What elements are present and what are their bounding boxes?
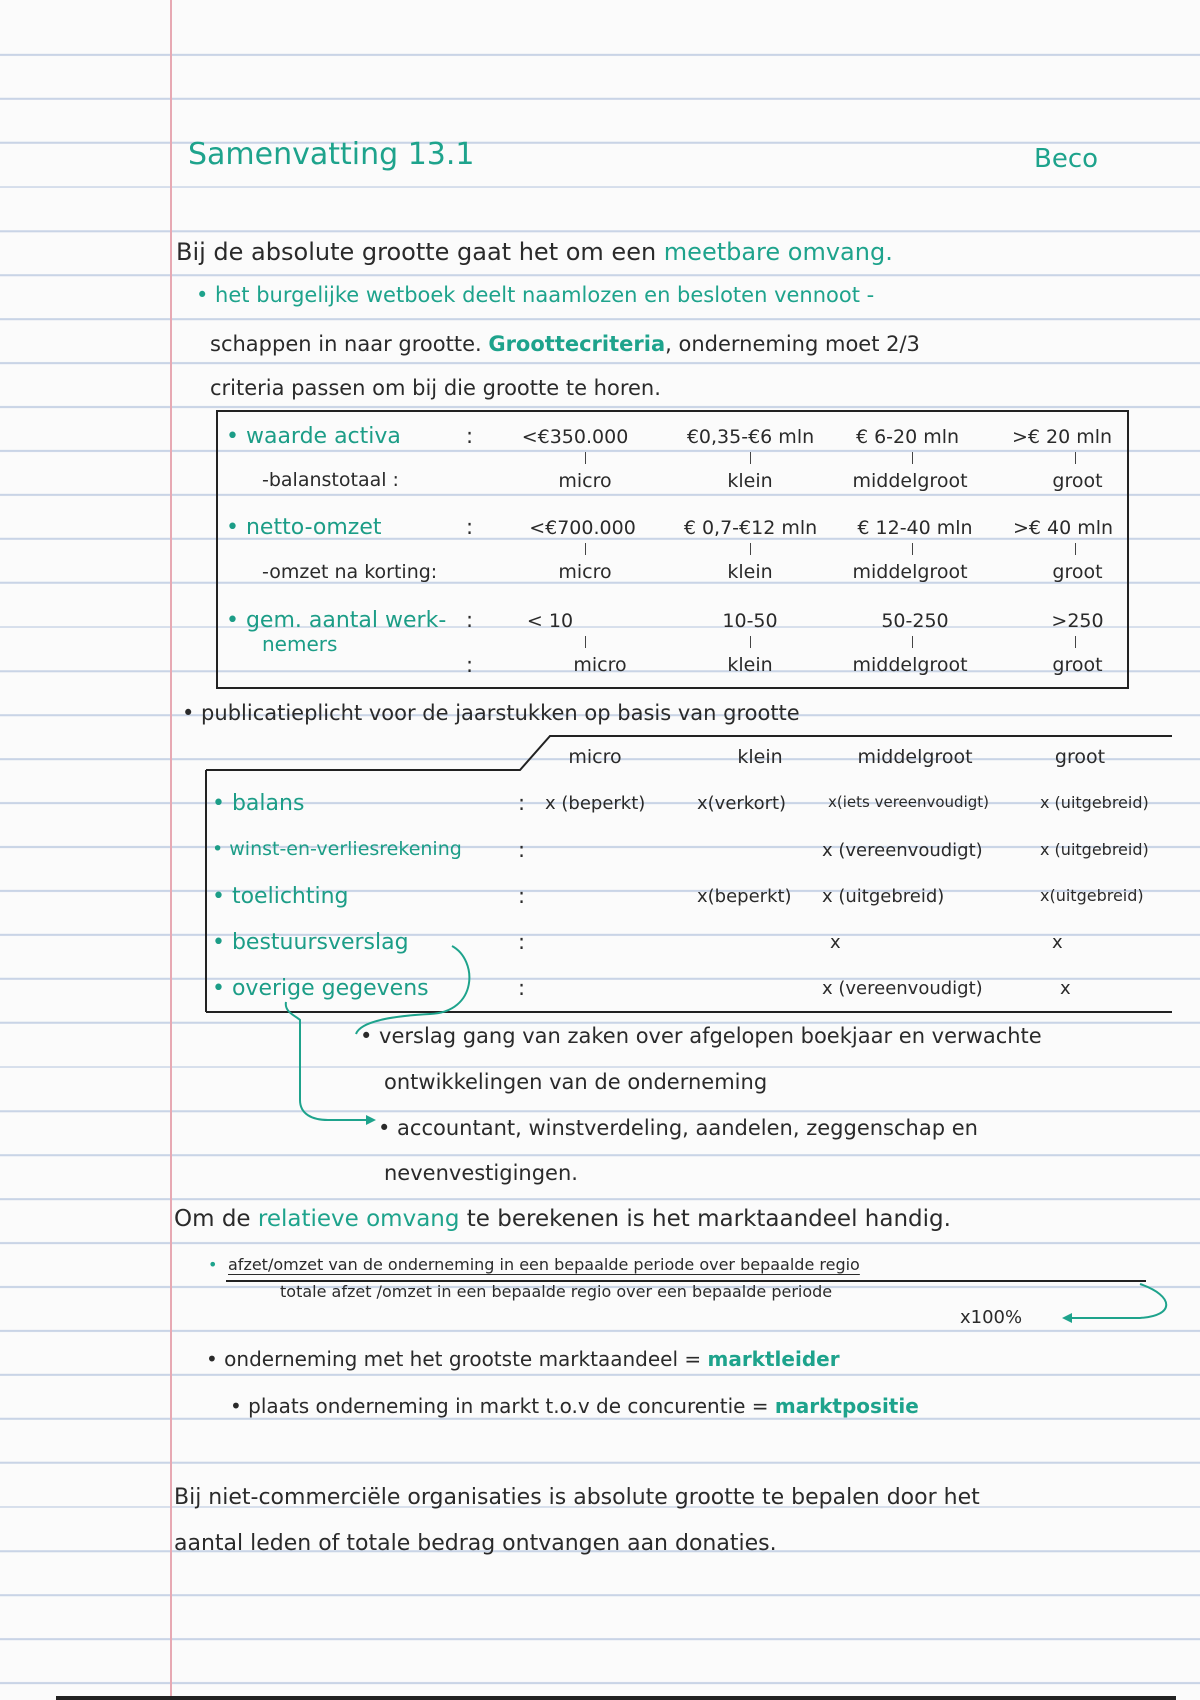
criteria-sub-omzet: -omzet na korting: bbox=[262, 561, 438, 583]
arrowhead bbox=[1062, 1313, 1072, 1323]
class-cell: middelgroot bbox=[852, 654, 968, 676]
noncommercial-line1: Bij niet-commerciële organisaties is absolute grootte te bepalen door het bbox=[174, 1485, 980, 1510]
threshold-cell: >250 bbox=[1051, 610, 1104, 632]
publication-row-label: • toelichting bbox=[212, 884, 349, 909]
threshold-cell: € 6-20 mln bbox=[855, 426, 960, 448]
threshold-cell: € 12-40 mln bbox=[857, 517, 973, 539]
publication-column: klein bbox=[737, 746, 783, 768]
note-bestuursverslag-line2: ontwikkelingen van de onderneming bbox=[384, 1070, 768, 1094]
bullet-wetboek-text-end: , onderneming moet 2/3 bbox=[665, 332, 920, 356]
class-cell: groot bbox=[1052, 654, 1103, 676]
threshold-cell: < 10 bbox=[526, 610, 574, 632]
colon: : bbox=[518, 838, 526, 862]
criteria-label-werknemers-cont: nemers bbox=[262, 632, 338, 656]
criteria-sub-text: -balanstotaal bbox=[262, 469, 387, 491]
criteria-sub-balanstotaal: -balanstotaal : bbox=[262, 469, 399, 491]
note-overige-line2: nevenvestigingen. bbox=[384, 1161, 578, 1185]
threshold-cell: 50-250 bbox=[881, 610, 949, 632]
publication-cell: x(iets vereenvoudigt) bbox=[828, 793, 990, 811]
publication-cell: x (beperkt) bbox=[545, 793, 646, 814]
publication-cell: x (uitgebreid) bbox=[822, 886, 945, 907]
publication-cell: x(uitgebreid) bbox=[1040, 886, 1144, 905]
relative-term: relatieve omvang bbox=[257, 1206, 460, 1232]
colon: : bbox=[466, 653, 474, 677]
bullet-marktpositie-text: • plaats onderneming in markt t.o.v de concurentie = bbox=[230, 1394, 775, 1418]
class-cell: middelgroot bbox=[852, 470, 968, 492]
publication-cell: x (uitgebreid) bbox=[1040, 840, 1149, 859]
fraction-numerator: afzet/omzet van de onderneming in een bepaalde periode over bepaalde regio bbox=[228, 1255, 860, 1274]
connector-fraction bbox=[1072, 1284, 1166, 1318]
note-bestuursverslag-line1: • verslag gang van zaken over afgelopen boekjaar en verwachte bbox=[360, 1024, 1042, 1048]
threshold-cell: € 0,7-€12 mln bbox=[683, 517, 818, 539]
publication-row-label: • winst-en-verliesrekening bbox=[212, 838, 462, 860]
bullet-wetboek-text: schappen in naar grootte. bbox=[210, 332, 489, 356]
threshold-cell: <€700.000 bbox=[529, 517, 636, 539]
class-cell: groot bbox=[1052, 561, 1103, 583]
intro-highlight: meetbare omvang. bbox=[663, 238, 893, 266]
publication-cell: x (vereenvoudigt) bbox=[822, 978, 983, 999]
publication-cell: x(beperkt) bbox=[697, 886, 792, 907]
criteria-label-omzet: • netto-omzet bbox=[226, 515, 382, 540]
colon: : bbox=[518, 930, 526, 954]
colon: : bbox=[466, 515, 474, 539]
intro-text: Bij de absolute grootte gaat het om een bbox=[176, 238, 664, 266]
groottecriteria-term: Groottecriteria bbox=[488, 332, 666, 356]
class-cell: klein bbox=[727, 470, 773, 492]
bullet-marktleider-text: • onderneming met het grootste marktaandeel = bbox=[206, 1347, 708, 1371]
class-cell: micro bbox=[573, 654, 627, 676]
publication-cell: x bbox=[830, 932, 841, 953]
note-overige-line1: • accountant, winstverdeling, aandelen, zeggenschap en bbox=[378, 1116, 978, 1140]
publication-row-label: • overige gegevens bbox=[212, 976, 429, 1001]
publication-column: middelgroot bbox=[857, 746, 973, 768]
bullet-marktleider bbox=[206, 1349, 840, 1369]
threshold-cell: <€350.000 bbox=[521, 426, 629, 448]
marktpositie-term: marktpositie bbox=[774, 1394, 919, 1418]
publication-row-label: • bestuursverslag bbox=[212, 930, 409, 955]
fraction-bullet: • bbox=[208, 1255, 218, 1274]
subject-label: Beco bbox=[1034, 144, 1099, 174]
publication-heading: • publicatieplicht voor de jaarstukken op basis van grootte bbox=[182, 701, 800, 725]
colon: : bbox=[518, 884, 526, 908]
publication-column: groot bbox=[1054, 746, 1106, 768]
bullet-wetboek-line3: criteria passen om bij die grootte te horen. bbox=[210, 376, 661, 400]
threshold-cell: €0,35-€6 mln bbox=[686, 426, 815, 448]
bullet-marktpositie bbox=[230, 1396, 919, 1416]
threshold-cell: >€ 20 mln bbox=[1011, 426, 1113, 448]
criteria-label-werknemers: • gem. aantal werk- bbox=[226, 608, 447, 633]
publication-column: micro bbox=[568, 746, 622, 768]
relative-line bbox=[174, 1208, 951, 1231]
bottom-rule bbox=[56, 1696, 1176, 1700]
page-title: Samenvatting 13.1 bbox=[188, 137, 475, 172]
threshold-cell: 10-50 bbox=[722, 610, 778, 632]
fraction-multiplier: x100% bbox=[960, 1307, 1023, 1328]
publication-table-top bbox=[206, 736, 1172, 770]
class-cell: groot bbox=[1052, 470, 1103, 492]
marktleider-term: marktleider bbox=[707, 1347, 840, 1371]
class-cell: klein bbox=[727, 654, 773, 676]
publication-cell: x bbox=[1052, 932, 1063, 953]
fraction-denominator: totale afzet /omzet in een bepaalde regio over een bepaalde periode bbox=[280, 1282, 833, 1301]
arrowhead bbox=[366, 1115, 376, 1125]
colon: : bbox=[518, 976, 526, 1000]
publication-cell: x (uitgebreid) bbox=[1040, 793, 1149, 812]
connector-overige bbox=[286, 1002, 366, 1120]
class-cell: micro bbox=[558, 470, 612, 492]
publication-cell: x bbox=[1060, 978, 1071, 999]
criteria-label-activa: • waarde activa bbox=[226, 424, 401, 449]
colon: : bbox=[466, 424, 474, 448]
colon: : bbox=[518, 791, 526, 815]
relative-text-end: te berekenen is het marktaandeel handig. bbox=[459, 1206, 951, 1232]
publication-cell: x(verkort) bbox=[697, 793, 787, 814]
class-cell: micro bbox=[558, 561, 612, 583]
publication-row-label: • balans bbox=[212, 791, 305, 816]
threshold-cell: >€ 40 mln bbox=[1012, 517, 1114, 539]
relative-text: Om de bbox=[174, 1206, 258, 1232]
class-cell: klein bbox=[727, 561, 773, 583]
noncommercial-line2: aantal leden of totale bedrag ontvangen aan donaties. bbox=[174, 1531, 777, 1556]
class-cell: middelgroot bbox=[852, 561, 968, 583]
bullet-wetboek-line1: • het burgelijke wetboek deelt naamlozen en besloten vennoot - bbox=[196, 283, 875, 307]
colon: : bbox=[466, 608, 474, 632]
publication-cell: x (vereenvoudigt) bbox=[822, 840, 983, 861]
